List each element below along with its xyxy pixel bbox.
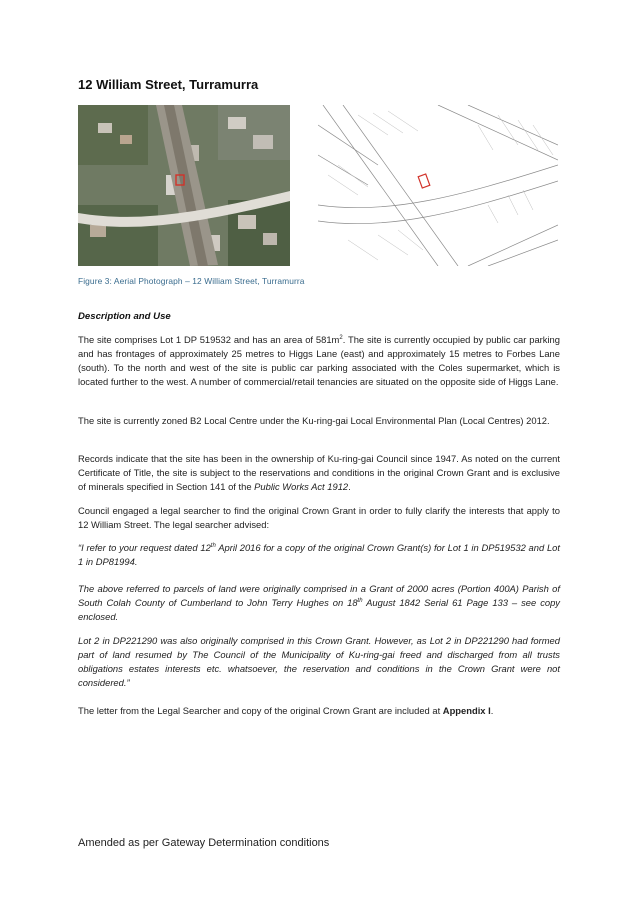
text-run: The site comprises Lot 1 DP 519532 and has an area of 581m: [78, 334, 340, 345]
text-run: The above referred to parcels of land were originally comprised in a Grant of 2000 acres (Portion 400A) Parish of South Colah County of Cumberland to John Terry Hughes on 18: [78, 583, 560, 608]
paragraph-site-description: [78, 333, 560, 389]
act-name: Public Works Act 1912: [254, 481, 349, 492]
text-run: “I refer to your request dated 12: [78, 542, 211, 553]
paragraph-ownership: [78, 452, 560, 494]
paragraph-appendix: [78, 704, 560, 718]
quote-paragraph-1: [78, 541, 560, 569]
text-run: The letter from the Legal Searcher and copy of the original Crown Grant are included at: [78, 705, 443, 716]
text-run: April 2016 for a copy of the original Crown Grant(s) for Lot 1 in DP519532 and Lot 1 in DP81994.: [78, 542, 560, 567]
section-heading: Description and Use: [78, 311, 171, 322]
text-run: .: [348, 481, 351, 492]
quote-paragraph-3: Lot 2 in DP221290 was also originally comprised in this Crown Grant. However, as Lot 2 in DP221290 had formed part of land resumed by The Council of the Municipality of Ku-ring-gai freed and discharged from all trusts obligations estates interests etc. whatsoever, the reservation and conditions in the Crown Grant were not considered.”: [78, 635, 560, 688]
text-run: August 1842 Serial 61 Page 133 – see copy enclosed.: [78, 597, 560, 622]
superscript: 2: [339, 334, 343, 341]
paragraph-legal-searcher: Council engaged a legal searcher to find the original Crown Grant in order to fully clarify the interests that apply to 12 William Street. The legal searcher advised:: [78, 505, 560, 530]
quote-paragraph-2: [78, 582, 560, 624]
text-run: .: [490, 705, 494, 716]
cadastral-map: [318, 105, 558, 266]
figure-caption: Figure 3: Aerial Photograph – 12 William Street, Turramurra: [78, 276, 305, 286]
page-title: 12 William Street, Turramurra: [78, 77, 259, 92]
aerial-photograph: [78, 105, 290, 266]
appendix-reference: Appendix I: [442, 705, 491, 716]
superscript: th: [210, 542, 216, 549]
paragraph-zoning: The site is currently zoned B2 Local Centre under the Ku-ring-gai Local Environmental Plan (Local Centres) 2012.: [78, 415, 550, 426]
text-run: Records indicate that the site has been in the ownership of Ku-ring-gai Council since 1947. As noted on the current Certificate of Title, the site is subject to the reservations and conditions in the original Crown Grant and is exclusive of minerals specified in Section 141 of the: [78, 453, 560, 492]
superscript: th: [357, 597, 363, 604]
text-run: . The site is currently occupied by public car parking and has frontages of approximately 25 metres to Higgs Lane (east) and approximately 15 metres to Forbes Lane (south). To the north and west of the site is public car parking associated with the Coles supermarket, which is located further to the west. A number of commercial/retail tenancies are situated on the opposite side of Higgs Lane.: [78, 334, 560, 387]
footer-note: Amended as per Gateway Determination conditions: [78, 837, 330, 849]
